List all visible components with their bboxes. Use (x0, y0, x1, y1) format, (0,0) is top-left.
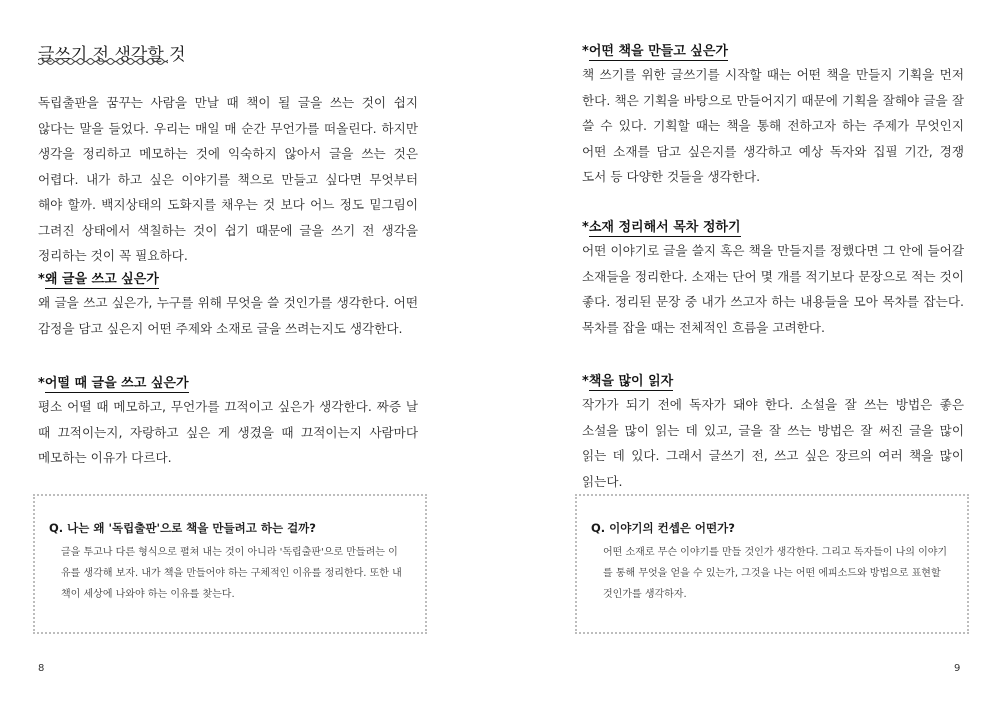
section-heading-text: 소재 정리해서 목차 정하기 (588, 220, 741, 235)
section-body: 어떤 이야기로 글을 쓸지 혹은 책을 만들지를 정했다면 그 안에 들어갈 소재들을 정리한다. 소재는 단어 몇 개를 적기보다 문장으로 적는 것이 좋다. 정리된 문장 중 내가 쓰고자 하는 내용들을 모아 목차를 잡는다. 목차를 잡을 때는 전체적인 흐름을 고려한다. (582, 243, 964, 335)
section-heading-text: 어떨 때 글을 쓰고 싶은가 (44, 376, 189, 391)
question-body: 어떤 소재로 무슨 이야기를 만들 것인가 생각한다. 그리고 독자들이 나의 이야기를 통해 무엇을 얻을 수 있는가, 그것을 나는 어떤 에피소드와 방법으로 표현할 것인가를 생각하자. (603, 547, 948, 600)
question-box (33, 494, 427, 634)
right-page (500, 0, 1000, 710)
asterisk-icon: * (582, 374, 589, 389)
page-title: 글쓰기 전 생각할 것 (38, 45, 186, 65)
asterisk-icon: * (582, 220, 589, 235)
section-heading-text: 책을 많이 읽자 (588, 374, 674, 389)
question-title: Q. 나는 왜 '독립출판'으로 책을 만들려고 하는 걸까? (49, 521, 316, 535)
section-heading (582, 370, 673, 389)
section-heading-text: 왜 글을 쓰고 싶은가 (44, 272, 159, 287)
asterisk-icon: * (38, 376, 45, 391)
section-heading (38, 372, 189, 391)
asterisk-icon: * (38, 272, 45, 287)
page-number: 8 (38, 663, 45, 674)
question-box (575, 494, 969, 634)
section-heading (38, 268, 159, 287)
section-body: 작가가 되기 전에 독자가 돼야 한다. 소설을 잘 쓰는 방법은 좋은 소설을 많이 읽는 데 있고, 글을 잘 쓰는 방법은 잘 써진 글을 많이 읽는 데 있다. 그래서 글쓰기 전, 쓰고 싶은 장르의 여러 책을 많이 읽는다. (582, 397, 964, 489)
page-number: 9 (954, 663, 961, 674)
section-heading (582, 216, 741, 235)
question-title: Q. 이야기의 컨셉은 어떤가? (591, 521, 735, 535)
section-heading (582, 40, 728, 59)
section-body: 왜 글을 쓰고 싶은가, 누구를 위해 무엇을 쓸 것인가를 생각한다. 어떤 감정을 담고 싶은지 어떤 주제와 소재로 글을 쓰려는지도 생각한다. (38, 295, 418, 336)
question-body: 글을 투고나 다른 형식으로 펼쳐 내는 것이 아니라 '독립출판'으로 만들려는 이유를 생각해 보자. 내가 책을 만들어야 하는 구체적인 이유를 정리한다. 또한 내 책이 세상에 나와야 하는 이유를 찾는다. (61, 547, 402, 600)
section-body: 평소 어떨 때 메모하고, 무언가를 끄적이고 싶은가 생각한다. 짜증 날 때 끄적이는지, 자랑하고 싶은 게 생겼을 때 끄적이는지 사람마다 메모하는 이유가 다르다. (38, 399, 418, 465)
section-heading-text: 어떤 책을 만들고 싶은가 (588, 44, 728, 59)
intro-paragraph: 독립출판을 꿈꾸는 사람을 만날 때 책이 될 글을 쓰는 것이 쉽지 않다는 말을 들었다. 우리는 매일 매 순간 무언가를 떠올린다. 하지만 생각을 정리하고 메모하는 것에 익숙하지 않아서 글을 쓰는 것은 어렵다. 내가 하고 싶은 이야기를 책으로 만들고 싶다면 무엇부터 해야 할까. 백지상태의 도화지를 채우는 것 보다 어느 정도 밑그림이 그려진 상태에서 색칠하는 것이 쉽기 때문에 글을 쓰기 전 생각을 정리하는 것이 꼭 필요하다. (38, 95, 418, 263)
wavy-underline (38, 58, 168, 66)
asterisk-icon: * (582, 44, 589, 59)
section-body: 책 쓰기를 위한 글쓰기를 시작할 때는 어떤 책을 만들지 기획을 먼저 한다. 책은 기획을 바탕으로 만들어지기 때문에 기획을 잘해야 글을 잘 쓸 수 있다. 기획할 때는 책을 통해 전하고자 하는 주제가 무엇인지 어떤 소재를 담고 싶은지를 생각하고 예상 독자와 집필 기간, 경쟁 도서 등 다양한 것들을 생각한다. (582, 67, 964, 184)
